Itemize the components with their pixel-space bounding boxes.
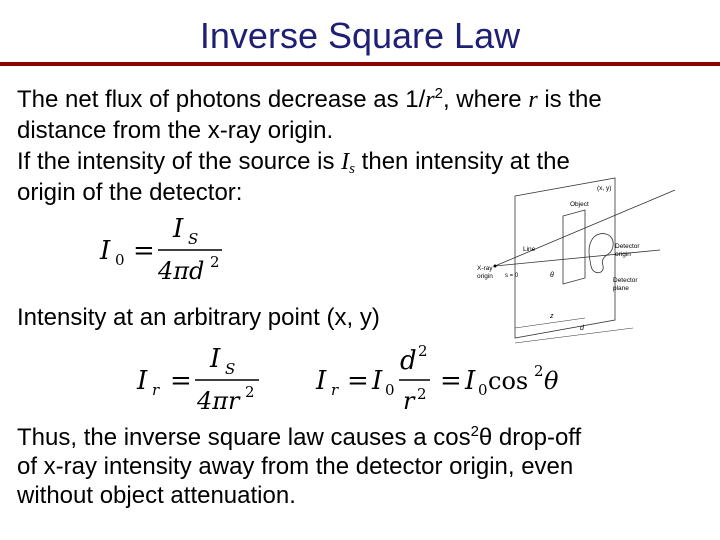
svg-text:origin: origin xyxy=(615,251,631,258)
title-divider xyxy=(0,62,720,66)
equation-i0 xyxy=(100,210,230,290)
label-z: z xyxy=(550,313,554,320)
svg-text:cos: cos xyxy=(488,367,529,395)
svg-text:plane: plane xyxy=(613,285,629,292)
svg-text:2: 2 xyxy=(418,342,428,360)
label-detector-origin: Detector xyxy=(615,243,640,250)
svg-text:r: r xyxy=(152,381,160,399)
svg-text:4πr: 4πr xyxy=(197,387,240,415)
label-s0: s = 0 xyxy=(505,273,519,279)
xray-origin-dot xyxy=(494,265,497,268)
svg-text:=: = xyxy=(347,366,369,396)
svg-text:I: I xyxy=(137,366,148,396)
xray-geometry-diagram xyxy=(475,178,640,356)
svg-text:I: I xyxy=(173,214,184,244)
label-theta: θ xyxy=(550,272,554,279)
svg-text:0: 0 xyxy=(478,381,488,399)
svg-text:2: 2 xyxy=(210,253,220,271)
svg-text:2: 2 xyxy=(417,385,427,403)
label-line: Line xyxy=(523,246,536,253)
svg-text:θ: θ xyxy=(544,367,559,395)
svg-text:r: r xyxy=(403,387,415,415)
svg-text:4πd: 4πd xyxy=(158,257,205,285)
svg-text:I: I xyxy=(316,366,327,396)
svg-text:2: 2 xyxy=(245,383,255,401)
intro-line-4: origin of the detector: xyxy=(17,179,243,206)
intro-line-3: If the intensity of the source is $I_s$ then intensity at the xyxy=(17,148,570,177)
svg-text:I: I xyxy=(100,236,111,266)
label-d: d xyxy=(580,325,584,332)
svg-text:=: = xyxy=(440,366,462,396)
svg-text:=: = xyxy=(170,366,192,396)
svg-text:S: S xyxy=(188,230,199,248)
svg-text:0: 0 xyxy=(115,251,125,269)
svg-text:I: I xyxy=(210,344,221,374)
svg-text:I: I xyxy=(372,366,383,396)
label-object: Object xyxy=(570,201,589,208)
d-dimension-line xyxy=(515,328,633,343)
label-detector-plane: Detector xyxy=(613,277,638,284)
svg-text:=: = xyxy=(133,236,155,266)
svg-text:S: S xyxy=(225,360,236,378)
conclusion-line-2: of x-ray intensity away from the detector origin, even xyxy=(17,453,574,480)
label-origin: origin xyxy=(477,273,493,280)
svg-text:I: I xyxy=(465,366,476,396)
object-shape xyxy=(563,210,585,284)
label-xy: (x, y) xyxy=(597,185,612,192)
conclusion-line-3: without object attenuation. xyxy=(17,482,296,509)
conclusion-line-1: Thus, the inverse square law causes a $\cos^2\theta$ drop-off xyxy=(17,423,582,451)
equation-ir xyxy=(137,340,267,420)
arbitrary-point-heading: Intensity at an arbitrary point (x, y) xyxy=(17,304,380,331)
slide-title: Inverse Square Law xyxy=(199,15,521,56)
object-blob xyxy=(589,234,613,273)
intro-line-2: distance from the x-ray origin. xyxy=(17,117,334,144)
svg-text:2: 2 xyxy=(534,362,544,380)
svg-text:r: r xyxy=(331,381,339,399)
svg-text:d: d xyxy=(400,346,417,376)
intro-line-1: The net flux of photons decrease as $1/r^2$, where r is the xyxy=(17,85,602,113)
svg-text:0: 0 xyxy=(385,381,395,399)
label-xray: X-ray xyxy=(477,265,493,272)
